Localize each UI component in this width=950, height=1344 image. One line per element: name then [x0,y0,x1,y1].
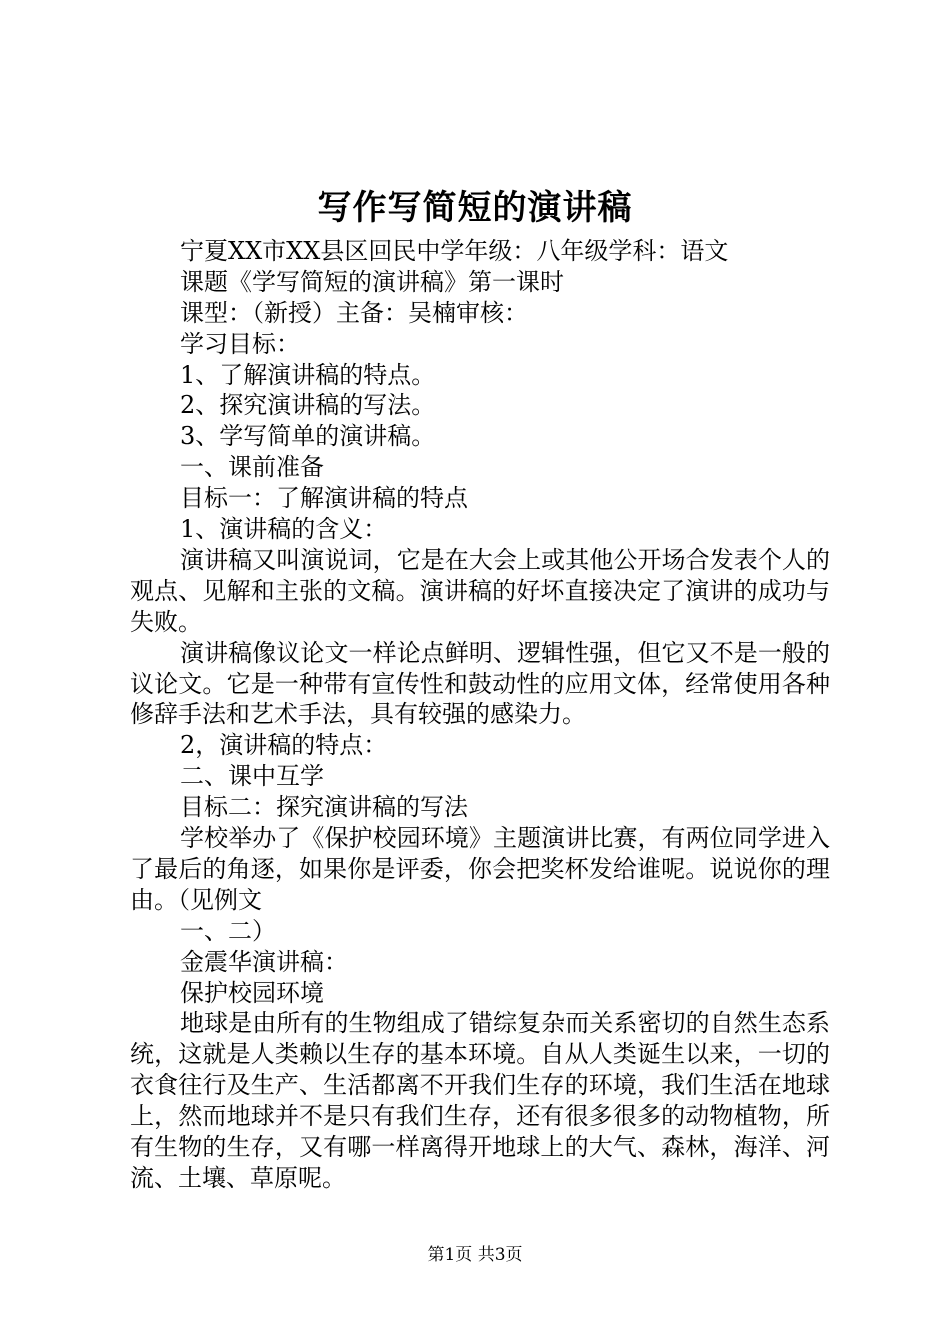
document-title: 写作写简短的演讲稿 [317,188,633,228]
section-heading-class: 二、课中互学 [180,762,324,791]
paragraph-comparison: 演讲稿像议论文一样论点鲜明、逻辑性强，但它又不是一般的议论文。它是一种带有宣传性和鼓动性的应用文体，经常使用各种修辞手法和艺术手法，具有较强的感染力。 [130,638,830,729]
features-heading: 2，演讲稿的特点： [180,731,388,760]
lesson-type-line: 课型：（新授）主备：吴楠审核： [180,298,528,327]
header-info-line: 宁夏XX市XX县区回民中学年级：八年级学科：语文 [180,237,729,265]
target-one-heading: 目标一：了解演讲稿的特点 [180,484,468,513]
example-ref-line: 一、二） [180,916,276,945]
section-heading-prep: 一、课前准备 [180,453,324,482]
goal-item-2: 2、探究演讲稿的写法。 [180,391,436,420]
paragraph-definition: 演讲稿又叫演说词，它是在大会上或其他公开场合发表个人的观点、见解和主张的文稿。演讲稿的好坏直接决定了演讲的成功与失败。 [130,545,830,636]
goal-item-3: 3、学写简单的演讲稿。 [180,422,436,451]
lesson-title-line: 课题《学写简短的演讲稿》第一课时 [180,267,564,296]
learning-goals-heading: 学习目标： [180,329,300,358]
paragraph-competition: 学校举办了《保护校园环境》主题演讲比赛，有两位同学进入了最后的角逐，如果你是评委，你会把奖杯发给谁呢。说说你的理由。（见例文 [130,824,830,914]
speech-title-line: 保护校园环境 [180,978,324,1007]
goal-item-1: 1、了解演讲稿的特点。 [180,360,436,389]
document-body [130,236,830,1194]
target-two-heading: 目标二：探究演讲稿的写法 [180,793,468,822]
definition-heading: 1、演讲稿的含义： [180,515,388,544]
page-footer: 第1页 共3页 [427,1245,523,1265]
paragraph-speech-body: 地球是由所有的生物组成了错综复杂而关系密切的自然生态系统，这就是人类赖以生存的基本环境。自从人类诞生以来，一切的衣食往行及生产、生活都离不开我们生存的环境，我们生活在地球上，然而地球并不是只有我们生存，还有很多很多的动物植物，所有生物的生存，又有哪一样离得开地球上的大气、森林，海洋、河流、土壤、草原呢。 [130,1009,830,1192]
speech-author-line: 金震华演讲稿： [180,947,348,976]
